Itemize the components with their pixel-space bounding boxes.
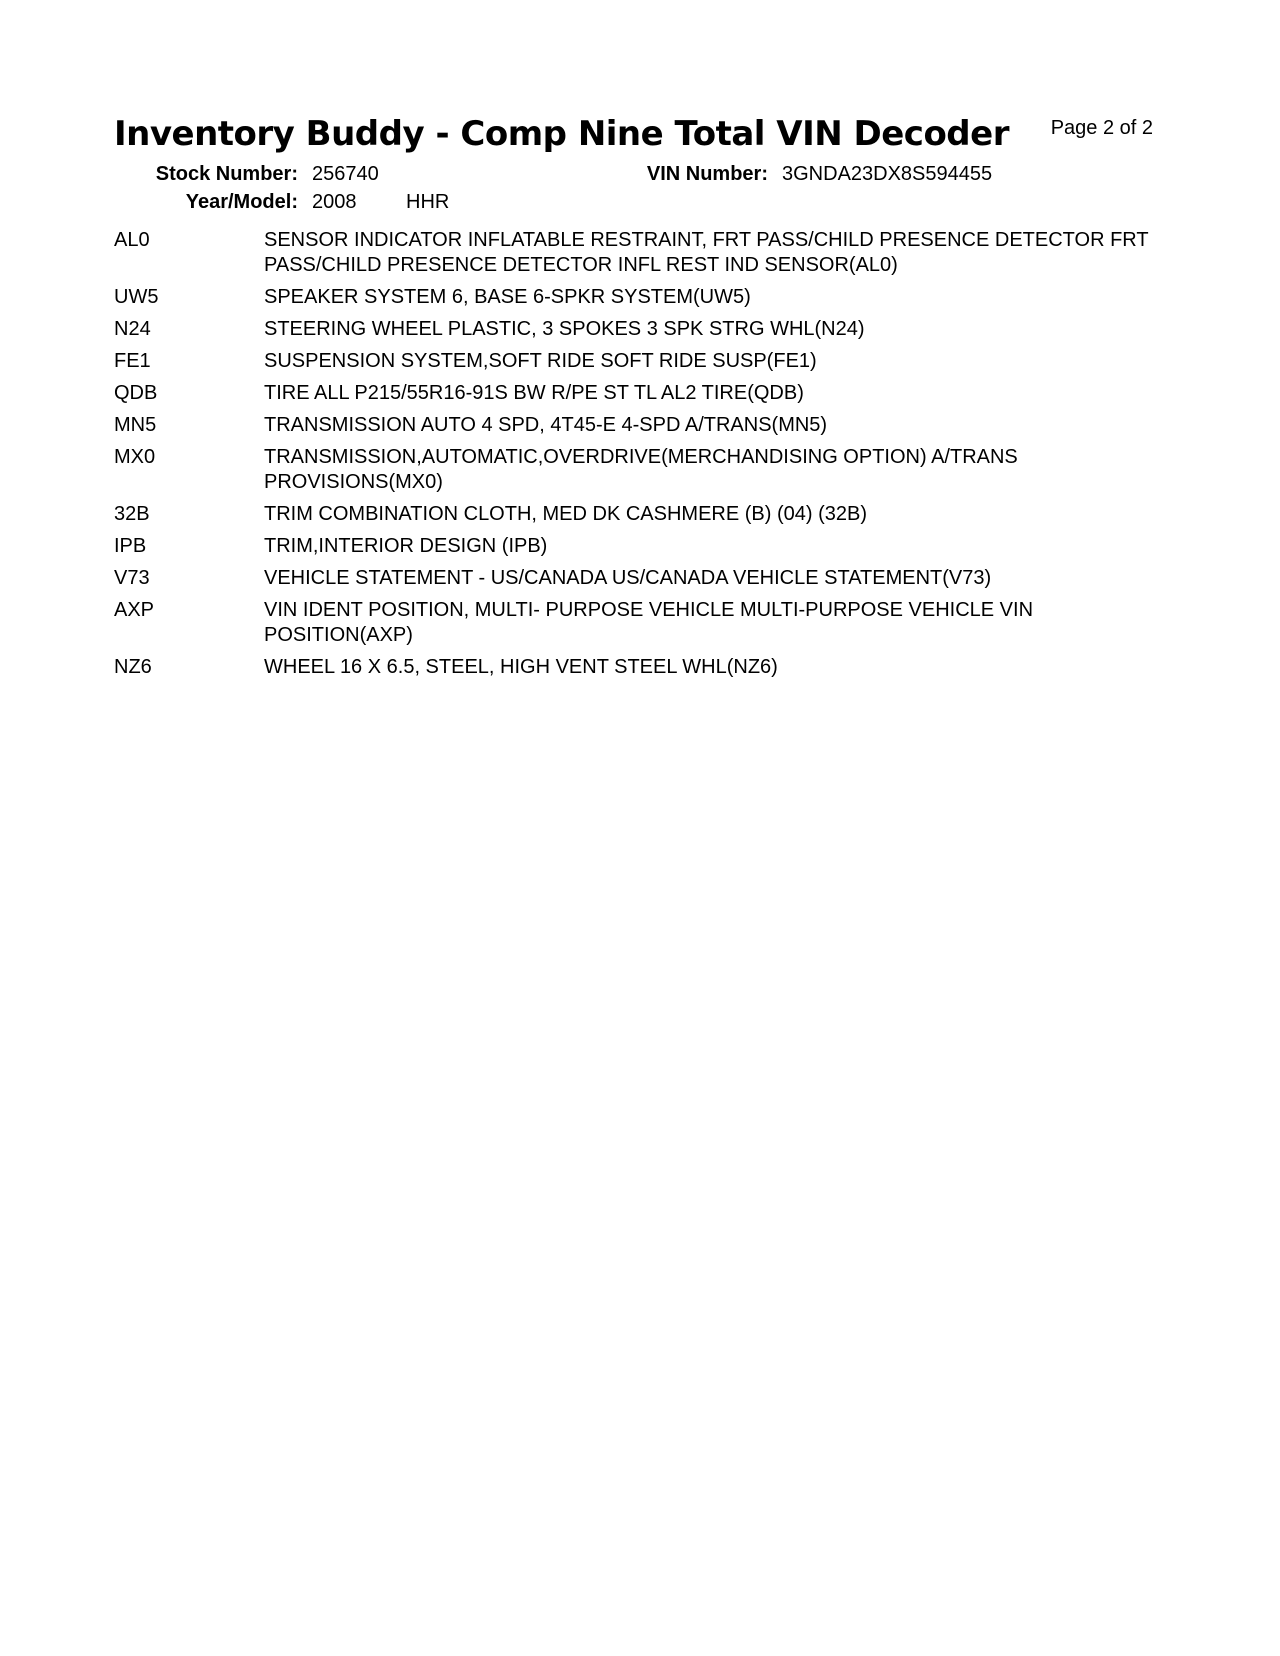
option-description: SPEAKER SYSTEM 6, BASE 6-SPKR SYSTEM(UW5): [264, 286, 751, 308]
option-row: [114, 413, 1174, 438]
option-code: MN5: [114, 414, 157, 436]
option-description: TRIM COMBINATION CLOTH, MED DK CASHMERE (B) (04) (32B): [264, 503, 868, 525]
option-code: IPB: [114, 535, 147, 557]
option-row: [114, 285, 1174, 310]
page-indicator: Page 2 of 2: [1050, 117, 1153, 139]
option-description: VEHICLE STATEMENT - US/CANADA US/CANADA VEHICLE STATEMENT(V73): [264, 567, 992, 589]
option-code: UW5: [114, 286, 159, 308]
option-code: V73: [114, 567, 150, 589]
option-code: QDB: [114, 382, 158, 404]
option-code: NZ6: [114, 656, 152, 678]
option-description: SENSOR INDICATOR INFLATABLE RESTRAINT, FRT PASS/CHILD PRESENCE DETECTOR FRT PASS/CHILD PRESENCE DETECTOR INFL REST IND SENSOR(AL0): [264, 229, 1149, 276]
option-code: MX0: [114, 446, 156, 468]
option-row: [114, 349, 1174, 374]
option-code: N24: [114, 318, 151, 340]
option-row: [114, 598, 1174, 648]
options-list: [114, 228, 1174, 687]
option-code: 32B: [114, 503, 150, 525]
vin-number-value: 3GNDA23DX8S594455: [782, 163, 993, 185]
year-value: 2008: [312, 191, 357, 213]
option-code: FE1: [114, 350, 151, 372]
option-description: TRIM,INTERIOR DESIGN (IPB): [264, 535, 548, 557]
option-description: TRANSMISSION,AUTOMATIC,OVERDRIVE(MERCHANDISING OPTION) A/TRANS PROVISIONS(MX0): [264, 446, 1018, 493]
option-row: [114, 655, 1174, 680]
option-row: [114, 502, 1174, 527]
option-row: [114, 534, 1174, 559]
option-description: SUSPENSION SYSTEM,SOFT RIDE SOFT RIDE SUSP(FE1): [264, 350, 817, 372]
option-description: VIN IDENT POSITION, MULTI- PURPOSE VEHICLE MULTI-PURPOSE VEHICLE VIN POSITION(AXP): [264, 599, 1034, 646]
option-code: AL0: [114, 229, 150, 251]
stock-number-label: Stock Number:: [155, 163, 298, 185]
model-value: HHR: [406, 191, 450, 213]
option-description: STEERING WHEEL PLASTIC, 3 SPOKES 3 SPK STRG WHL(N24): [264, 318, 865, 340]
year-model-label: Year/Model:: [185, 191, 298, 213]
vin-number-label: VIN Number:: [646, 163, 768, 185]
stock-number-value: 256740: [312, 163, 379, 185]
option-row: [114, 228, 1174, 278]
option-row: [114, 381, 1174, 406]
option-row: [114, 445, 1174, 495]
option-row: [114, 566, 1174, 591]
option-row: [114, 317, 1174, 342]
option-description: WHEEL 16 X 6.5, STEEL, HIGH VENT STEEL WHL(NZ6): [264, 656, 778, 678]
option-description: TRANSMISSION AUTO 4 SPD, 4T45-E 4-SPD A/TRANS(MN5): [264, 414, 828, 436]
option-code: AXP: [114, 599, 155, 621]
option-description: TIRE ALL P215/55R16-91S BW R/PE ST TL AL2 TIRE(QDB): [264, 382, 804, 404]
report-title: Inventory Buddy - Comp Nine Total VIN Decoder: [114, 114, 1009, 154]
